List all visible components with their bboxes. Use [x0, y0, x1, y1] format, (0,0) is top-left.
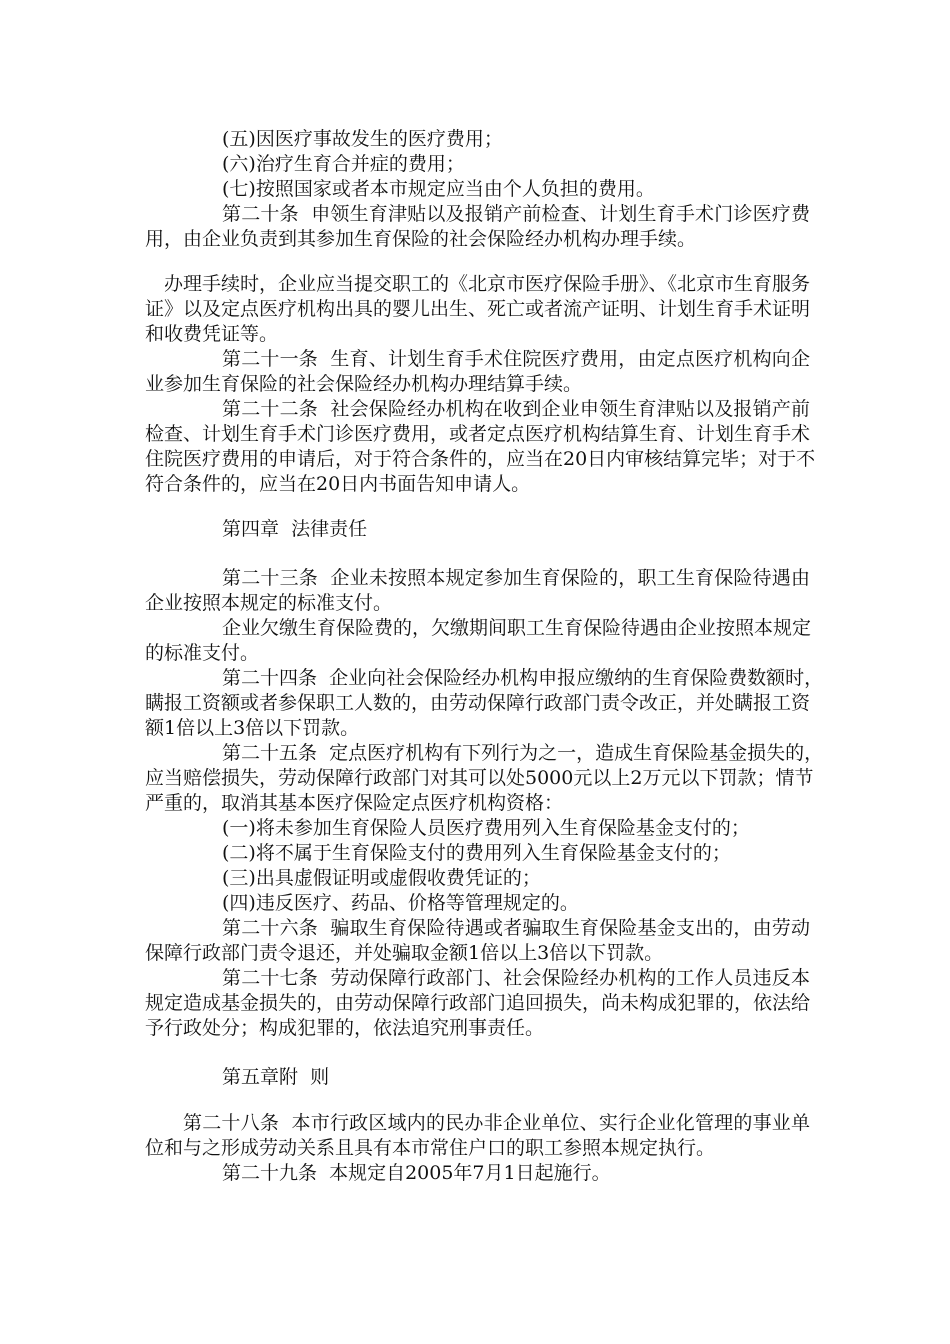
text-line: 规定造成基金损失的，由劳动保障行政部门追回损失，尚未构成犯罪的，依法给: [145, 992, 811, 1014]
text-line: 符合条件的，应当在20日内书面告知申请人。: [145, 473, 531, 495]
text-line: 第二十七条 劳动保障行政部门、社会保险经办机构的工作人员违反本: [222, 967, 810, 989]
text-line: 企业按照本规定的标准支付。: [145, 592, 393, 614]
text-line: 的标准支付。: [145, 642, 260, 664]
text-line: 予行政处分；构成犯罪的，依法追究刑事责任。: [145, 1017, 545, 1039]
text-line: 第二十九条 本规定自2005年7月1日起施行。: [222, 1162, 611, 1184]
text-line: 第二十二条 社会保险经办机构在收到企业申领生育津贴以及报销产前: [222, 398, 810, 420]
list-item: (三)出具虚假证明或虚假收费凭证的；: [222, 867, 541, 889]
text-line: 住院医疗费用的申请后，对于符合条件的，应当在20日内审核结算完毕；对于不: [145, 448, 816, 470]
text-line: 额1倍以上3倍以下罚款。: [145, 717, 360, 739]
text-line: 第二十一条 生育、计划生育手术住院医疗费用，由定点医疗机构向企: [222, 348, 810, 370]
text-line: (五)因医疗事故发生的医疗费用；: [222, 128, 503, 150]
chapter-heading: 第五章附 则: [222, 1066, 330, 1088]
text-line: 办理手续时，企业应当提交职工的《北京市医疗保险手册》、《北京市生育服务: [164, 273, 811, 295]
list-item: (一)将未参加生育保险人员医疗费用列入生育保险基金支付的；: [222, 817, 750, 839]
text-line: 应当赔偿损失，劳动保障行政部门对其可以处5000元以上2万元以下罚款；情节: [145, 767, 814, 789]
text-line: 位和与之形成劳动关系且具有本市常住户口的职工参照本规定执行。: [145, 1137, 716, 1159]
text-line: (六)治疗生育合并症的费用；: [222, 153, 465, 175]
text-line: 第二十三条 企业未按照本规定参加生育保险的，职工生育保险待遇由: [222, 567, 810, 589]
text-line: (七)按照国家或者本市规定应当由个人负担的费用。: [222, 178, 655, 200]
text-line: 第二十条 申领生育津贴以及报销产前检查、计划生育手术门诊医疗费: [222, 203, 810, 225]
text-line: 用，由企业负责到其参加生育保险的社会保险经办机构办理手续。: [145, 228, 697, 250]
text-line: 证》以及定点医疗机构出具的婴儿出生、死亡或者流产证明、计划生育手术证明: [145, 298, 811, 320]
text-line: 第二十四条 企业向社会保险经办机构申报应缴纳的生育保险费数额时，: [222, 667, 824, 689]
text-line: 严重的，取消其基本医疗保险定点医疗机构资格：: [145, 792, 564, 814]
text-line: 第二十五条 定点医疗机构有下列行为之一，造成生育保险基金损失的，: [222, 742, 824, 764]
chapter-heading: 第四章 法律责任: [222, 518, 368, 540]
text-line: 第二十八条 本市行政区域内的民办非企业单位、实行企业化管理的事业单: [183, 1112, 810, 1134]
text-line: 保障行政部门责令退还，并处骗取金额1倍以上3倍以下罚款。: [145, 942, 664, 964]
list-item: (四)违反医疗、药品、价格等管理规定的。: [222, 892, 579, 914]
text-line: 企业欠缴生育保险费的，欠缴期间职工生育保险待遇由企业按照本规定: [222, 617, 812, 639]
text-line: 瞒报工资额或者参保职工人数的，由劳动保障行政部门责令改正，并处瞒报工资: [145, 692, 811, 714]
text-line: 第二十六条 骗取生育保险待遇或者骗取生育保险基金支出的，由劳动: [222, 917, 810, 939]
text-line: 和收费凭证等。: [145, 323, 279, 345]
text-line: 业参加生育保险的社会保险经办机构办理结算手续。: [145, 373, 583, 395]
text-line: 检查、计划生育手术门诊医疗费用，或者定点医疗机构结算生育、计划生育手术: [145, 423, 811, 445]
list-item: (二)将不属于生育保险支付的费用列入生育保险基金支付的；: [222, 842, 731, 864]
